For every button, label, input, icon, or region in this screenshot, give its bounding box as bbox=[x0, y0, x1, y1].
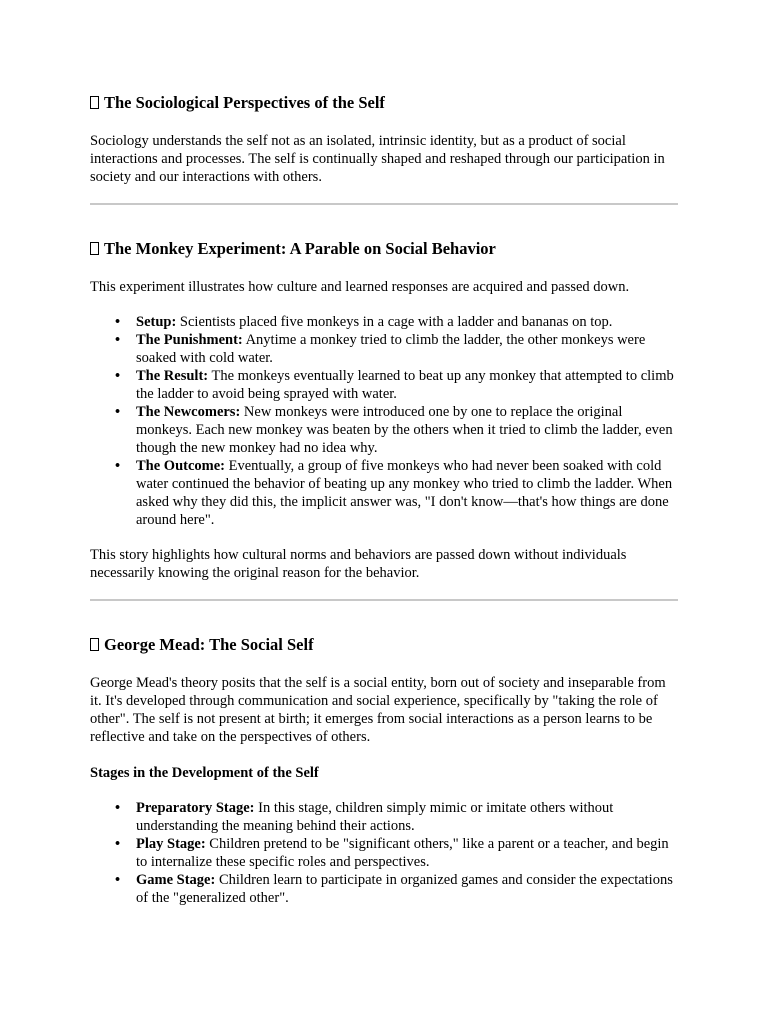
list-item-text: Scientists placed five monkeys in a cage with a ladder and bananas on top. bbox=[176, 314, 613, 330]
paragraph-mead-theory: George Mead's theory posits that the self is a social entity, born out of society and inseparable from it. It's developed through communication and social experience, specifically by "taking the role of other". The self is not present at birth; it emerges from social interactions as a person learns to be reflective and take on the perspectives of others. bbox=[90, 675, 666, 745]
list-item-text: Children learn to participate in organized games and consider the expectations of the "generalized other". bbox=[136, 872, 673, 906]
subheading-stages: Stages in the Development of the Self bbox=[90, 765, 319, 781]
missing-glyph-icon bbox=[90, 242, 99, 255]
list-item-term: The Result: bbox=[136, 368, 209, 384]
heading-text: George Mead: The Social Self bbox=[104, 635, 314, 654]
list-development-stages bbox=[90, 799, 678, 907]
heading-text: The Monkey Experiment: A Parable on Social Behavior bbox=[104, 239, 496, 258]
list-item bbox=[136, 835, 678, 871]
paragraph-experiment-conclusion: This story highlights how cultural norms and behaviors are passed down without individuals necessarily knowing the original reason for the behavior. bbox=[90, 547, 627, 581]
list-item-text: In this stage, children simply mimic or imitate others without understanding the meaning behind their actions. bbox=[136, 800, 614, 834]
missing-glyph-icon bbox=[90, 96, 99, 109]
list-item bbox=[136, 403, 678, 457]
list-item-term: Setup: bbox=[136, 314, 177, 330]
missing-glyph-icon bbox=[90, 638, 99, 651]
list-item-term: The Newcomers: bbox=[136, 404, 241, 420]
list-item bbox=[136, 331, 678, 367]
list-item-text: Children pretend to be "significant others," like a parent or a teacher, and begin to internalize these specific roles and perspectives. bbox=[136, 836, 669, 870]
list-item-text: New monkeys were introduced one by one to replace the original monkeys. Each new monkey was beaten by the others when it tried to climb the ladder, even though the new monkey had no idea why. bbox=[136, 404, 673, 456]
horizontal-rule bbox=[90, 599, 678, 601]
list-item bbox=[136, 367, 678, 403]
list-item bbox=[136, 457, 678, 529]
list-monkey-experiment bbox=[90, 313, 678, 529]
section-heading-monkey-experiment bbox=[90, 239, 678, 259]
paragraph-experiment-intro: This experiment illustrates how culture and learned responses are acquired and passed down. bbox=[90, 279, 630, 295]
list-item-text: The monkeys eventually learned to beat up any monkey that attempted to climb the ladder to avoid being sprayed with water. bbox=[136, 368, 674, 402]
list-item bbox=[136, 313, 678, 331]
list-item bbox=[136, 799, 678, 835]
section-heading-sociological-perspectives bbox=[90, 93, 678, 113]
list-item-term: Preparatory Stage: bbox=[136, 800, 255, 816]
heading-text: The Sociological Perspectives of the Self bbox=[104, 93, 385, 112]
list-item bbox=[136, 871, 678, 907]
list-item-text: Anytime a monkey tried to climb the ladder, the other monkeys were soaked with cold water. bbox=[136, 332, 646, 366]
list-item-term: The Outcome: bbox=[136, 458, 225, 474]
list-item-text: Eventually, a group of five monkeys who had never been soaked with cold water continued the behavior of beating up any monkey who tried to climb the ladder. When asked why they did this, the implicit answer was, "I don't know—that's how things are done around here". bbox=[136, 458, 673, 528]
horizontal-rule bbox=[90, 203, 678, 205]
paragraph-sociology-self: Sociology understands the self not as an isolated, intrinsic identity, but as a product of social interactions and processes. The self is continually shaped and reshaped through our participation in society and our interactions with others. bbox=[90, 133, 665, 185]
section-heading-george-mead bbox=[90, 635, 678, 655]
list-item-term: Play Stage: bbox=[136, 836, 206, 852]
list-item-term: Game Stage: bbox=[136, 872, 216, 888]
list-item-term: The Punishment: bbox=[136, 332, 243, 348]
